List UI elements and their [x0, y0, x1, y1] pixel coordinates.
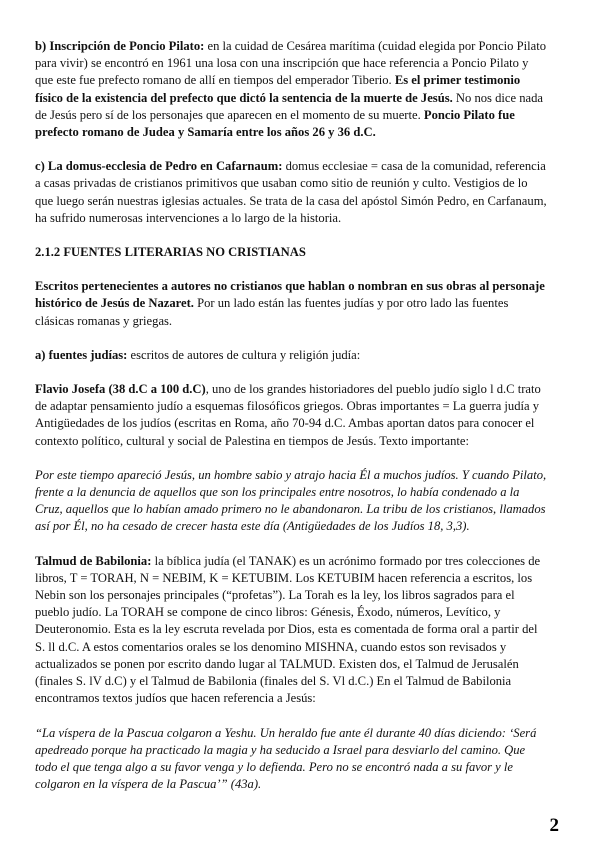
page-number: 2: [549, 815, 559, 836]
paragraph-talmud: [35, 553, 548, 708]
quote-antiguedades: Por este tiempo apareció Jesús, un hombre sabio y atrajo hacia Él a muchos judíos. Y cuando Pilato, frente a la denuncia de aquellos que son los principales entre nosotros, lo había condenado a la Cruz, aquellos que lo habían amado primero no le abandonaron. La tribu de los cristianos, llamados así por Él, no ha cesado de crecer hasta este día (Antigüedades de los Judíos 18, 3,3).: [35, 467, 547, 534]
paragraph-label: b) Inscripción de Poncio Pilato:: [35, 39, 205, 53]
paragraph-domus-ecclesia: [35, 158, 548, 227]
paragraph-text: domus ecclesiae = casa de la comunidad, referencia a casas privadas de cristianos primitivos que usaban como sitio de reunión y culto. Vestigios de lo que luego serán nuestras iglesias actuales. Se trata de la casa del apóstol Simón Pedro, en Carfanaum, ha sufrido numerosas intervenciones a lo largo de la historia.: [35, 159, 547, 225]
paragraph-text: , uno de los grandes historiadores del pueblo judío siglo l d.C trato de adaptar pensamiento judío a esquemas filosóficos griegos. Obras importantes = La guerra judía y Antigüedades de los judíos (escritas en Roma, año 70-94 d.C. Ambas aportan datos para conocer el contexto político, cultural y social de Palestina en tiempos de Jesús. Texto importante:: [35, 382, 541, 448]
paragraph-poncio-pilato: [35, 38, 548, 141]
paragraph-text: escritos de autores de cultura y religión judía:: [127, 347, 361, 362]
paragraph-flavio-josefa: [35, 381, 548, 450]
section-heading: 2.1.2 FUENTES LITERARIAS NO CRISTIANAS: [35, 245, 306, 260]
paragraph-emphasis: Escritos pertenecientes a autores no cristianos que hablan o nombran en sus obras al personaje histórico de Jesús de Nazaret.: [35, 279, 545, 311]
paragraph-fuentes-judias: [35, 347, 548, 364]
paragraph-label: a) fuentes judías:: [35, 347, 128, 362]
paragraph-text: la bíblica judía (el TANAK) es un acrónimo formado por tres colecciones de libros, T = TORAH, N = NEBIM, K = KETUBIM. Los KETUBIM hacen referencia a escritos, los Nebin son los personajes principales (“profetas”). La Torah es la ley, los libros sagrados para el pueblo judío. La TORAH se compone de cinco libros: Génesis, Éxodo, números, Levítico, y Deuteronomio. Esta es la ley escruta revelada por Dios, esta es comentada de forma oral a partir del S. ll d.C. A estos comentarios orales se los denomino MISHNA, cuando estos son revisados y actualizados se ponen por escrito dando lugar al TALMUD. Existen dos, el Talmud de Jerusalén (finales S. lV d.C) y el Talmud de Babilonia (finales del S. Vl d.C.) En el Talmud de Babilonia encontramos textos judíos que hacen referencia a Jesús:: [35, 553, 541, 706]
paragraph-emphasis: Poncio Pilato fue prefecto romano de Judea y Samaría entre los años 26 y 36 d.C.: [35, 107, 515, 140]
paragraph-label: c) La domus-ecclesia de Pedro en Cafarnaum:: [35, 159, 283, 174]
paragraph-label: Flavio Josefa (38 d.C a 100 d.C): [35, 382, 206, 397]
quote-talmud: “La víspera de la Pascua colgaron a Yeshu. Un heraldo fue ante él durante 40 días diciendo: ‘Será apedreado porque ha practicado la magia y ha seducido a Israel para desviarlo del camino. Que todo el que tenga algo a su favor venga y lo defienda. Pero no se encontró nada a su favor y le colgaron en la víspera de la Pascua’” (43a).: [35, 725, 537, 792]
paragraph-text: No nos dice nada de Jesús pero sí de los personajes que aparecen en el momento de su muerte.: [35, 90, 543, 122]
paragraph-text: Por un lado están las fuentes judías y por otro lado las fuentes clásicas romanas y griegas.: [35, 296, 509, 328]
paragraph-label: Talmud de Babilonia:: [35, 553, 152, 568]
paragraph-text: en la cuidad de Cesárea marítima (cuidad elegida por Poncio Pilato para vivir) se encontró en 1961 una losa con una inscripción que hace referencia a Poncio Pilato y que este fue prefecto romano de allí en tiempos del emperador Tiberio.: [35, 39, 546, 88]
paragraph-escritos: [35, 278, 548, 330]
paragraph-emphasis: Es el primer testimonio físico de la existencia del prefecto que dictó la sentencia de la muerte de Jesús.: [35, 73, 521, 105]
